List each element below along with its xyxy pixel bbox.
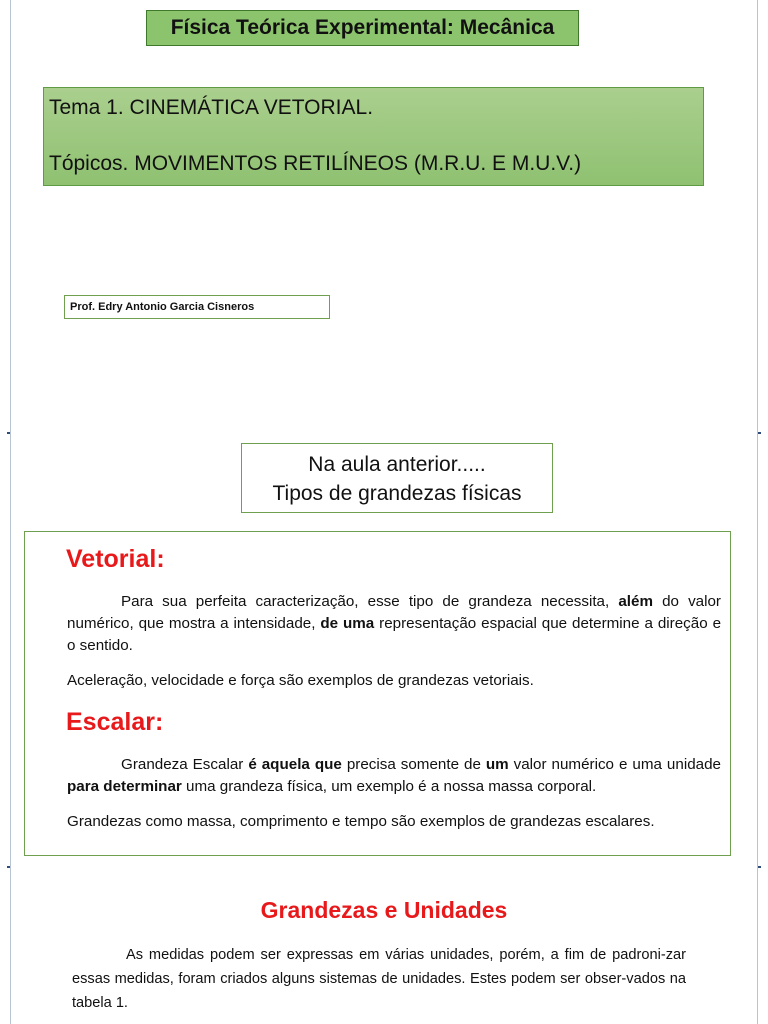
grandezas-paragraph: As medidas podem ser expressas em várias unidades, porém, a fim de padroni-zar essas medidas, foram criados alguns sistemas de unidades. Estes podem ser obser-vados na tabela 1. xyxy=(72,947,686,1011)
edge-mark-left xyxy=(7,432,10,434)
previous-class-box xyxy=(241,443,553,513)
edge-mark-right-2 xyxy=(758,866,761,868)
vetorial-paragraph: Para sua perfeita caracterização, esse tipo de grandeza necessita, além do valor numérico, que mostra a intensidade, de uma representação espacial que determine a direção e o sentido. xyxy=(67,593,722,654)
topic-box xyxy=(43,87,704,186)
previous-class-line1: Na aula anterior..... xyxy=(308,453,486,476)
edge-mark-right xyxy=(758,432,761,434)
tema-line: Tema 1. CINEMÁTICA VETORIAL. xyxy=(49,96,374,119)
professor-name: Prof. Edry Antonio Garcia Cisneros xyxy=(64,295,330,319)
topicos-line: Tópicos. MOVIMENTOS RETILÍNEOS (M.R.U. E M.U.V.) xyxy=(49,152,582,175)
course-title: Física Teórica Experimental: Mecânica xyxy=(146,10,579,46)
escalar-paragraph: Grandeza Escalar é aquela que precisa somente de um valor numérico e uma unidade para determinar uma grandeza física, um exemplo é a nossa massa corporal. xyxy=(67,756,721,795)
vetorial-examples: Aceleração, velocidade e força são exemplos de grandezas vetoriais. xyxy=(67,672,534,689)
escalar-heading: Escalar: xyxy=(66,708,164,736)
vetorial-heading: Vetorial: xyxy=(66,545,165,573)
previous-class-line2: Tipos de grandezas físicas xyxy=(272,482,522,505)
quantity-types-box xyxy=(24,531,731,856)
edge-mark-left-2 xyxy=(7,866,10,868)
grandezas-title: Grandezas e Unidades xyxy=(260,897,508,923)
escalar-examples: Grandezas como massa, comprimento e tempo são exemplos de grandezas escalares. xyxy=(67,813,655,830)
